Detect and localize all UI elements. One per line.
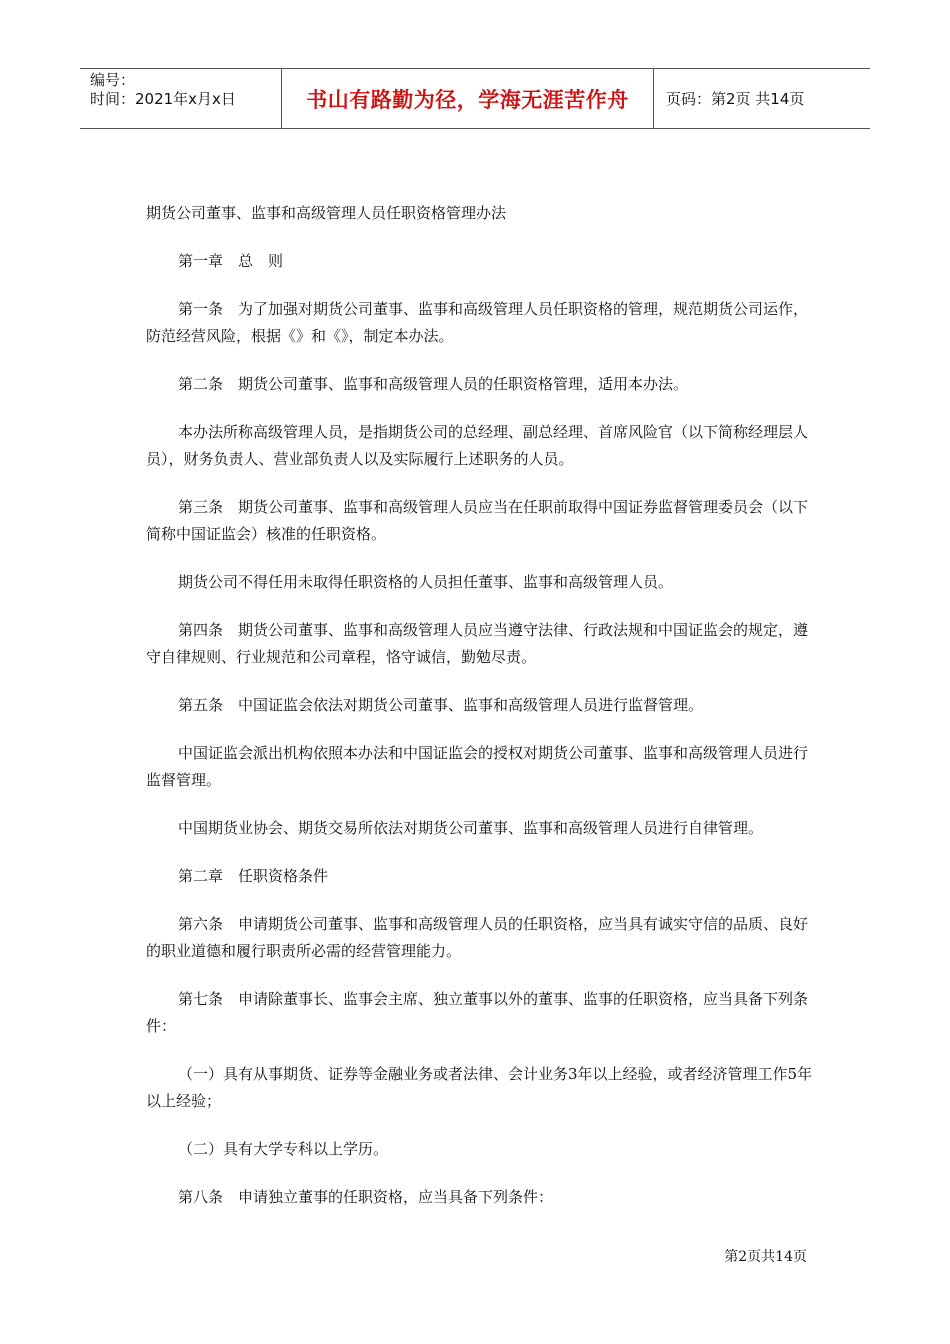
page-footer: 第2页共14页 (724, 1249, 807, 1265)
paragraph: 第四条 期货公司董事、监事和高级管理人员应当遵守法律、行政法规和中国证监会的规定，遵守自律规则、行业规范和公司章程，恪守诚信，勤勉尽责。 (146, 621, 809, 666)
header-meta-cell (80, 69, 282, 128)
paragraph: 第八条 申请独立董事的任职资格，应当具备下列条件： (178, 1188, 554, 1206)
paragraph: 期货公司不得任用未取得任职资格的人员担任董事、监事和高级管理人员。 (178, 573, 674, 591)
document-title: 期货公司董事、监事和高级管理人员任职资格管理办法 (146, 204, 507, 222)
code-label: 编号： (90, 71, 136, 89)
paragraph: （二）具有大学专科以上学历。 (178, 1140, 389, 1158)
paragraph: 第三条 期货公司董事、监事和高级管理人员应当在任职前取得中国证券监督管理委员会（以下简称中国证监会）核准的任职资格。 (146, 498, 809, 543)
paragraph: 第二章 任职资格条件 (178, 867, 329, 885)
paragraph: 第一条 为了加强对期货公司董事、监事和高级管理人员任职资格的管理，规范期货公司运作，防范经营风险，根据《》和《》，制定本办法。 (146, 300, 809, 345)
document-body (146, 200, 818, 1232)
paragraph: 中国期货业协会、期货交易所依法对期货公司董事、监事和高级管理人员进行自律管理。 (178, 819, 764, 837)
header-page-label: 页码：第2页 共14页 (666, 90, 805, 108)
paragraph: （一）具有从事期货、证券等金融业务或者法律、会计业务3年以上经验，或者经济管理工作5年以上经验； (146, 1065, 813, 1110)
paragraph: 第七条 申请除董事长、监事会主席、独立董事以外的董事、监事的任职资格，应当具备下列条件： (146, 990, 809, 1035)
paragraph: 中国证监会派出机构依照本办法和中国证监会的授权对期货公司董事、监事和高级管理人员进行监督管理。 (146, 744, 809, 789)
paragraph: 第六条 申请期货公司董事、监事和高级管理人员的任职资格，应当具有诚实守信的品质、良好的职业道德和履行职责所必需的经营管理能力。 (146, 915, 809, 960)
header-motto: 书山有路勤为径，学海无涯苦作舟 (282, 69, 654, 128)
paragraph: 第一章 总 则 (178, 252, 284, 270)
paragraph: 本办法所称高级管理人员，是指期货公司的总经理、副总经理、首席风险官（以下简称经理层人员），财务负责人、营业部负责人以及实际履行上述职务的人员。 (146, 423, 809, 468)
date-label: 时间：2021年x月x日 (90, 90, 236, 108)
page-header (80, 68, 870, 129)
paragraph: 第二条 期货公司董事、监事和高级管理人员的任职资格管理，适用本办法。 (178, 375, 689, 393)
paragraph: 第五条 中国证监会依法对期货公司董事、监事和高级管理人员进行监督管理。 (178, 696, 704, 714)
